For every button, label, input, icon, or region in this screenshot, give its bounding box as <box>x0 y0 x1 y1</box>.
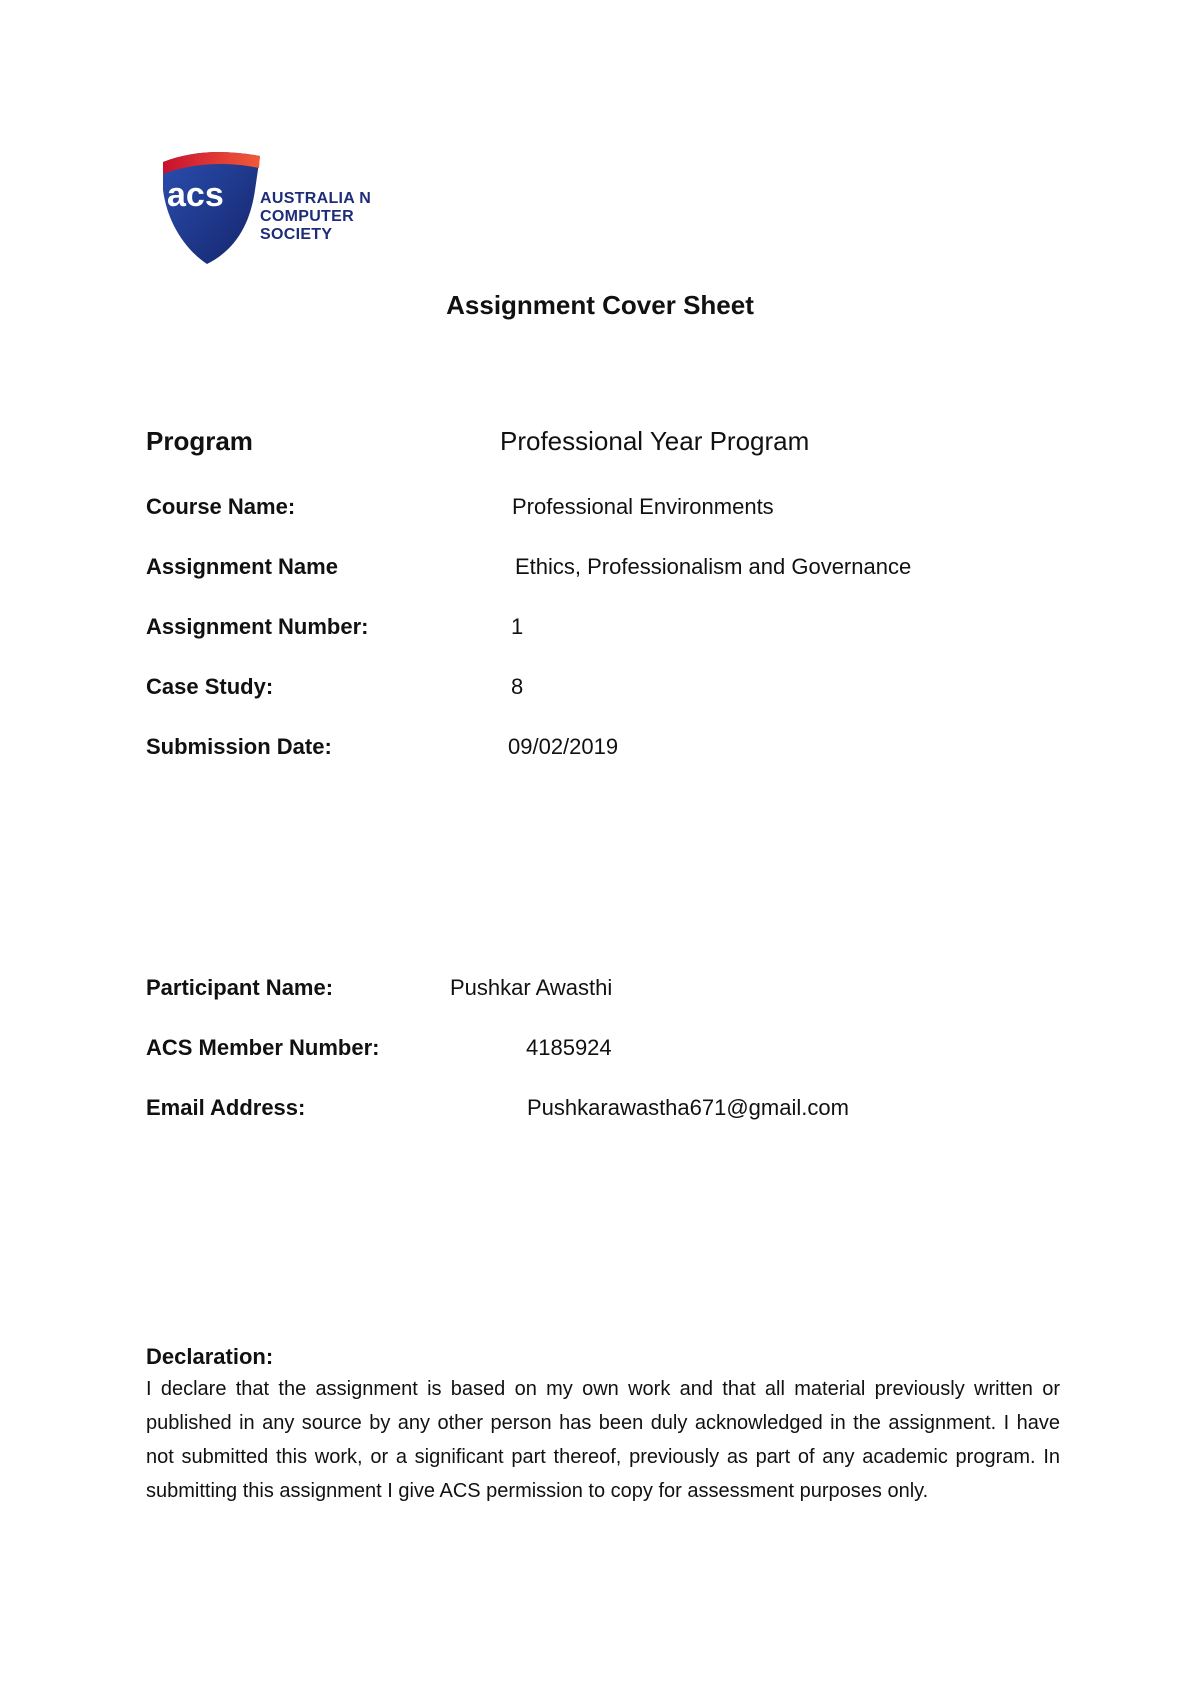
participant-name-row <box>146 975 613 1001</box>
program-label: Program <box>146 426 253 456</box>
submission-date-value: 09/02/2019 <box>508 734 619 759</box>
assignment-name-value: Ethics, Professionalism and Governance <box>515 554 912 579</box>
course-name-label: Course Name: <box>146 494 296 519</box>
case-study-value: 8 <box>511 674 524 699</box>
member-number-label: ACS Member Number: <box>146 1035 380 1060</box>
course-name-row <box>146 494 774 520</box>
assignment-number-label: Assignment Number: <box>146 614 369 639</box>
acs-logo <box>155 150 375 265</box>
participant-name-value: Pushkar Awasthi <box>450 975 613 1000</box>
case-study-row <box>146 674 524 700</box>
submission-date-row <box>146 734 619 760</box>
logo-mark-text: acs <box>167 176 224 214</box>
page-title: Assignment Cover Sheet <box>446 290 754 320</box>
program-value: Professional Year Program <box>500 426 810 456</box>
logo-wordmark <box>260 190 371 244</box>
submission-date-label: Submission Date: <box>146 734 332 759</box>
assignment-name-label: Assignment Name <box>146 554 338 579</box>
course-name-value: Professional Environments <box>512 494 774 519</box>
email-value: Pushkarawastha671@gmail.com <box>527 1095 849 1120</box>
acs-shield-icon <box>155 150 265 265</box>
logo-line-1: AUSTRALIA N <box>260 190 372 207</box>
member-number-value: 4185924 <box>526 1035 612 1060</box>
email-row <box>146 1095 849 1121</box>
case-study-label: Case Study: <box>146 674 274 699</box>
logo-line-2: COMPUTER <box>260 208 354 225</box>
program-row <box>146 426 810 457</box>
email-label: Email Address: <box>146 1095 306 1120</box>
participant-name-label: Participant Name: <box>146 975 334 1000</box>
assignment-name-row <box>146 554 912 580</box>
member-number-row <box>146 1035 612 1061</box>
assignment-number-value: 1 <box>511 614 524 639</box>
declaration-section <box>146 1342 1060 1508</box>
declaration-text: I declare that the assignment is based on my own work and that all material previously written or published in any source by any other person has been duly acknowledged in the assignment. I have not submitted this work, or a significant part thereof, previously as part of any academic program. In submitting this assignment I give ACS permission to copy for assessment purposes only. <box>146 1378 1060 1502</box>
assignment-number-row <box>146 614 524 640</box>
logo-line-3: SOCIETY <box>260 226 333 243</box>
declaration-title: Declaration: <box>146 1344 274 1369</box>
